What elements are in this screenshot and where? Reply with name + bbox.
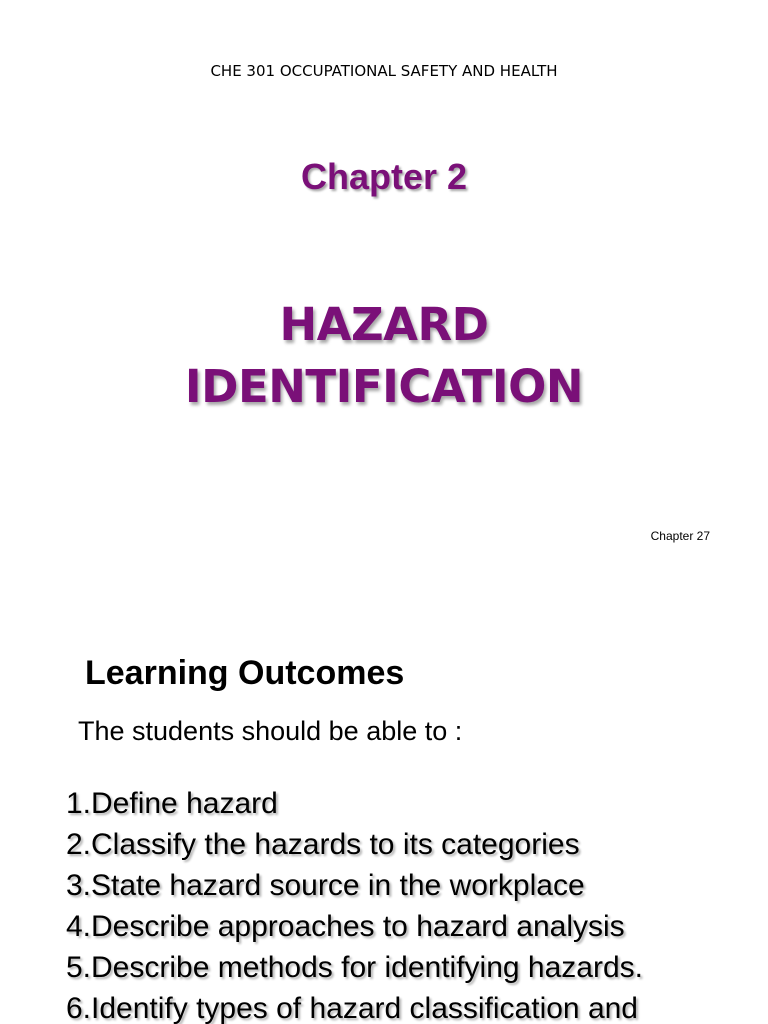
main-title-line-2: IDENTIFICATION <box>184 360 584 413</box>
outcome-item: 5.Describe methods for identifying hazards. <box>66 951 643 984</box>
learning-outcomes-slide <box>0 576 768 1024</box>
learning-outcomes-intro: The students should be able to : <box>78 716 463 746</box>
main-title-line-1: HAZARD <box>279 298 489 351</box>
learning-outcomes-list <box>66 783 643 1024</box>
outcome-item: 2.Classify the hazards to its categories <box>66 828 580 861</box>
slide-footer-label: Chapter 27 <box>650 529 710 543</box>
outcome-item: 4.Describe approaches to hazard analysis <box>66 910 625 943</box>
chapter-title: Chapter 2 <box>300 156 468 197</box>
outcome-item: 3.State hazard source in the workplace <box>66 869 585 902</box>
learning-outcomes-heading: Learning Outcomes <box>85 654 405 692</box>
main-title <box>0 294 768 418</box>
outcome-item: 6.Identify types of hazard classification and <box>66 992 638 1024</box>
outcome-item: 1.Define hazard <box>66 787 278 820</box>
course-header: CHE 301 OCCUPATIONAL SAFETY AND HEALTH <box>210 62 558 80</box>
